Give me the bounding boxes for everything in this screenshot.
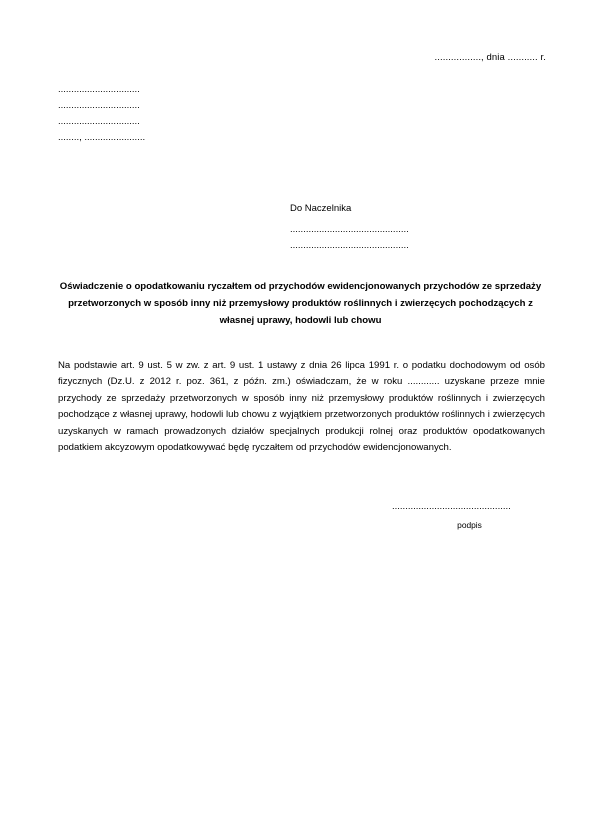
- sender-line-2: ...............................: [58, 100, 140, 111]
- sender-line-1: ...............................: [58, 84, 140, 95]
- addressee-title: Do Naczelnika: [290, 203, 352, 214]
- declaration-body-text: Na podstawie art. 9 ust. 5 w zw. z art. 9 ust. 1 ustawy z dnia 26 lipca 1991 r. o podatku dochodowym od osób fizycznych (Dz.U. z 2012 r. poz. 361, z późn. zm.) oświadczam, że w roku ............ uzyskane przeze mnie przychody ze sprzedaży przetworzonych w sposób inny niż przemysłowy produktów roślinnych i zwierzęcych pochodzące z własnej uprawy, hodowli lub chowu z wyjątkiem przetworzonych produktów roślinnych i zwierzęcych uzyskanych w ramach prowadzonych działów specjalnych produkcji rolnej oraz produktów opodatkowanych podatkiem akcyzowym opodatkowywać będę ryczałtem od przychodów ewidencjonowanych.: [58, 360, 545, 454]
- signature-line: .............................................: [392, 501, 511, 512]
- sender-line-4: ........, .......................: [58, 132, 146, 143]
- sender-address-block: [58, 82, 278, 146]
- signature-block: [392, 500, 547, 532]
- sender-line-3: ...............................: [58, 116, 140, 127]
- document-title: Oświadczenie o opodatkowaniu ryczałtem od przychodów ewidencjonowanych przychodów ze sprzedaży przetworzonych w sposób inny niż przemysłowy produktów roślinnych i zwierzęcych pochodzących z własnej uprawy, hodowli lub chowu: [59, 281, 542, 326]
- signature-caption: podpis: [457, 520, 482, 530]
- addressee-block: [290, 202, 520, 254]
- date-place-line: ................., dnia ........... r.: [434, 52, 546, 63]
- addressee-line-2: .............................................: [290, 240, 409, 251]
- addressee-line-1: .............................................: [290, 224, 409, 235]
